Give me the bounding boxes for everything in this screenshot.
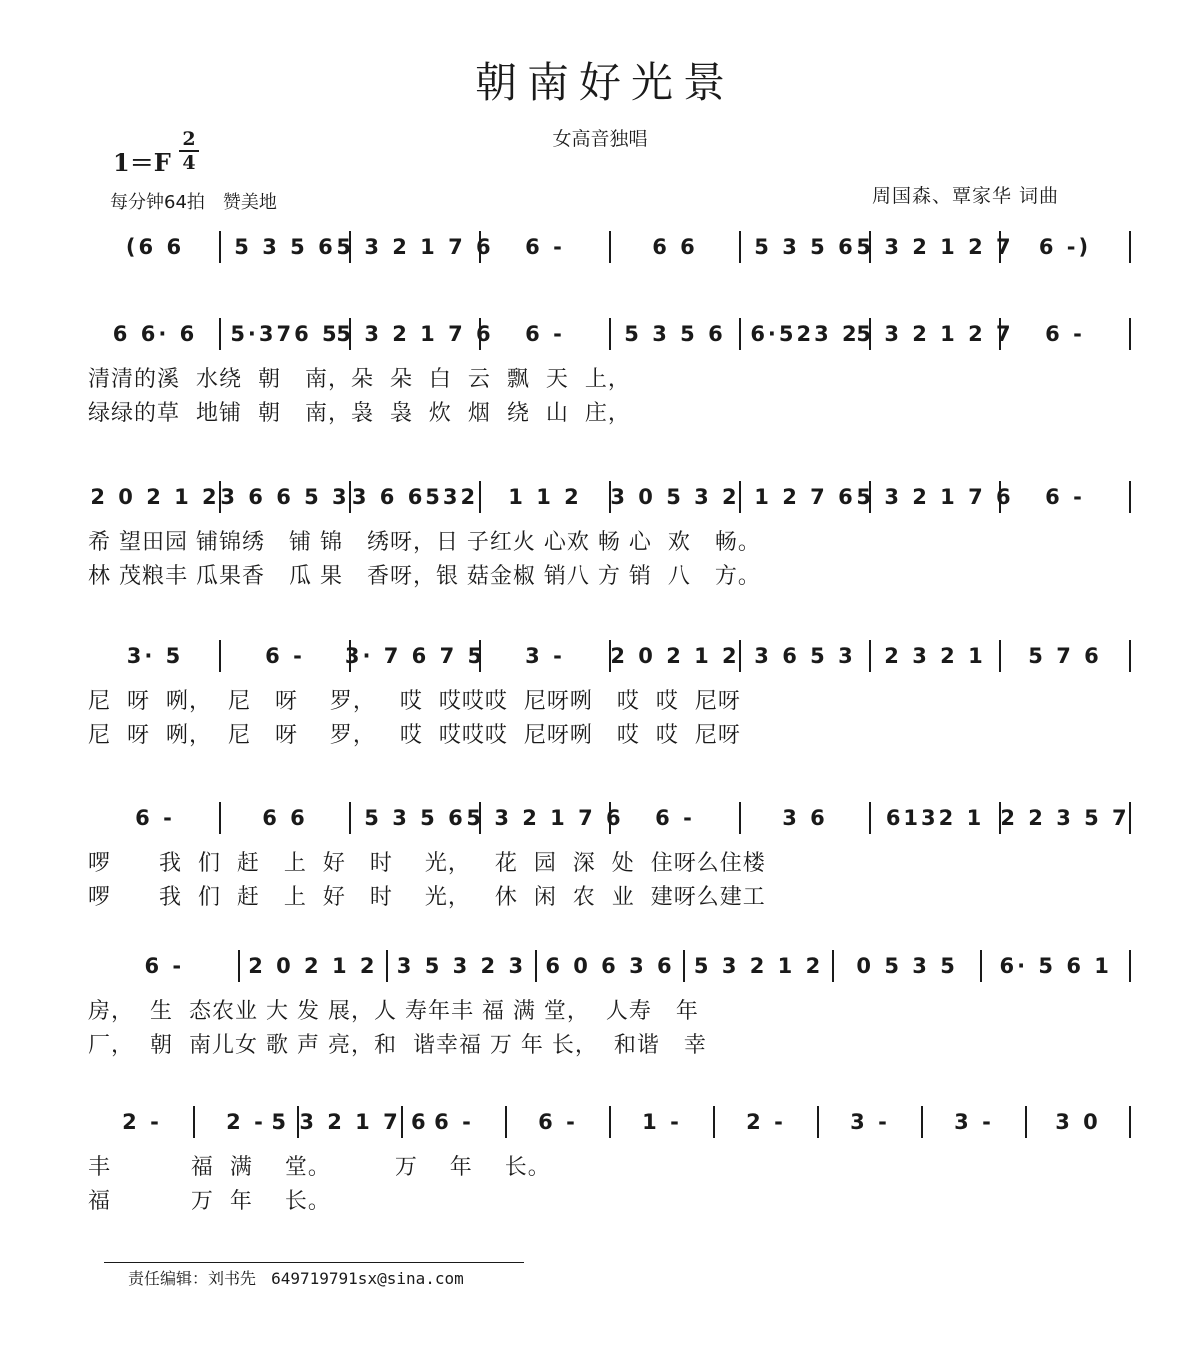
lyric-line: 啰 我 们 赶 上 好 时 光， 花 园 深 处 住呀么住楼 bbox=[88, 851, 766, 876]
barline bbox=[1129, 231, 1131, 263]
measure: 5 3 5 6 bbox=[754, 235, 856, 259]
measure: 6 6· 6 bbox=[112, 322, 198, 346]
performance-note: 女高音独唱 bbox=[552, 128, 648, 150]
lyric-line: 尼 呀 咧， 尼 呀 罗， 哎 哎哎哎 尼呀咧 哎 哎 尼呀 bbox=[88, 689, 741, 714]
tempo-marking: 每分钟64拍 赞美地 bbox=[110, 192, 277, 213]
song-title: 朝南好光景 bbox=[474, 58, 735, 107]
score-system bbox=[90, 1104, 1130, 1140]
measure: 5 3 2 1 7 6 bbox=[271, 1110, 429, 1134]
measure: 5 3 2 1 2 bbox=[693, 954, 824, 978]
lyric-line: 啰 我 们 赶 上 好 时 光， 休 闲 农 业 建呀么建工 bbox=[88, 885, 766, 910]
lyric-line: 房， 生 态农业 大 发 展，人 寿年丰 福 满 堂， 人寿 年 bbox=[88, 999, 699, 1024]
measure: 6 6 bbox=[652, 235, 698, 259]
measure: 3· 5 bbox=[126, 644, 184, 668]
measure: 5 3 5 6 bbox=[624, 322, 726, 346]
measure: 2 2 3 5 7 bbox=[1000, 806, 1130, 830]
measure: 6 - bbox=[144, 954, 185, 978]
measure: 3 6 5 3 bbox=[754, 644, 856, 668]
lyric-line: 福 万 年 长。 bbox=[88, 1189, 331, 1214]
lyric-line: 林 茂粮丰 瓜果香 瓜 果 香呀，银 菇金椒 销八 方 销 八 方。 bbox=[88, 564, 761, 589]
measure: 6 - bbox=[525, 235, 565, 259]
measure: 5 3 2 1 2 7 bbox=[856, 322, 1014, 346]
measure: 3 - bbox=[525, 644, 565, 668]
measure: 2 0 2 1 2 bbox=[610, 644, 740, 668]
measure: 6 - bbox=[1045, 322, 1085, 346]
measure: 5 3 2 1 7 6 bbox=[466, 806, 624, 830]
measure: 3 0 bbox=[1055, 1110, 1101, 1134]
measure: 6 - bbox=[135, 806, 175, 830]
barline bbox=[1129, 318, 1131, 350]
score-system bbox=[90, 948, 1130, 984]
measure: 3 5 3 2 3 bbox=[396, 954, 527, 978]
lyric-line: 尼 呀 咧， 尼 呀 罗， 哎 哎哎哎 尼呀咧 哎 哎 尼呀 bbox=[88, 723, 741, 748]
barline bbox=[1129, 640, 1131, 672]
measure: 3 6 6 5 3 bbox=[220, 485, 350, 509]
measure: 6 6 bbox=[262, 806, 308, 830]
measure: 1 1 2 bbox=[508, 485, 582, 509]
measure: 6 - bbox=[525, 322, 565, 346]
time-denominator: 4 bbox=[182, 152, 196, 174]
composer-credit: 周国森、覃家华 词曲 bbox=[872, 185, 1060, 207]
measure: 1 2 7 6 bbox=[754, 485, 856, 509]
barline bbox=[1129, 1106, 1131, 1138]
editor-credit: 责任编辑：刘书先 bbox=[128, 1269, 257, 1288]
time-numerator: 2 bbox=[182, 128, 196, 150]
lyric-line: 丰 福 满 堂。 万 年 长。 bbox=[88, 1155, 551, 1180]
measure: 2 - bbox=[122, 1110, 162, 1134]
measure: 3 - bbox=[954, 1110, 994, 1134]
measure: 5 3 5 6 bbox=[364, 806, 466, 830]
measure: 3 0 5 3 2 bbox=[610, 485, 740, 509]
measure: 1 - bbox=[642, 1110, 682, 1134]
measure: 6 - bbox=[538, 1110, 578, 1134]
lyric-line: 清清的溪 水绕 朝 南，朵 朵 白 云 飘 天 上， bbox=[88, 367, 631, 392]
measure: 2 3 2 1 bbox=[884, 644, 986, 668]
measure: 5·376 5 bbox=[230, 322, 340, 346]
measure: 6 -) bbox=[1038, 235, 1092, 259]
footer bbox=[128, 1266, 464, 1289]
measure: 3· 7 6 7 5 bbox=[344, 644, 486, 668]
measure: 5 3 2 1 2 7 bbox=[856, 235, 1014, 259]
score-system bbox=[90, 316, 1130, 352]
score-system bbox=[90, 638, 1130, 674]
measure: 0 5 3 5 bbox=[856, 954, 958, 978]
barline bbox=[1129, 481, 1131, 513]
measure: 2 - bbox=[746, 1110, 786, 1134]
score-system bbox=[90, 479, 1130, 515]
barline bbox=[1129, 950, 1131, 982]
measure: 6· 5 6 1 bbox=[999, 954, 1112, 978]
measure: 5 3 2 1 7 6 bbox=[336, 322, 494, 346]
measure: 3 6 6532 bbox=[351, 485, 479, 509]
measure: 3 - bbox=[850, 1110, 890, 1134]
lyric-line: 厂， 朝 南儿女 歌 声 亮，和 谐幸福 万 年 长， 和谐 幸 bbox=[88, 1033, 707, 1058]
measure: 6 - bbox=[1045, 485, 1085, 509]
lyric-line: 希 望田园 铺锦绣 铺 锦 绣呀，日 子红火 心欢 畅 心 欢 畅。 bbox=[88, 530, 761, 555]
measure: 5 3 2 1 7 6 bbox=[856, 485, 1014, 509]
measure: 2 0 2 1 2 bbox=[248, 954, 378, 978]
measure: 6·523 2 bbox=[750, 322, 860, 346]
editor-email: 649719791sx@sina.com bbox=[271, 1269, 464, 1288]
footer-rule bbox=[104, 1262, 524, 1263]
measure: 5 3 2 1 7 6 bbox=[336, 235, 494, 259]
lyric-line: 绿绿的草 地铺 朝 南，袅 袅 炊 烟 绕 山 庄， bbox=[88, 401, 631, 426]
time-signature bbox=[176, 128, 202, 174]
measure: 5 7 6 bbox=[1028, 644, 1102, 668]
measure: 3 6 bbox=[782, 806, 828, 830]
measure: 6 - bbox=[655, 806, 695, 830]
measure: 2 - bbox=[226, 1110, 266, 1134]
measure: 6 0 6 3 6 bbox=[545, 954, 675, 978]
measure: 2 0 2 1 2 bbox=[90, 485, 220, 509]
score-system bbox=[90, 229, 1130, 265]
measure: 6 - bbox=[434, 1110, 474, 1134]
barline bbox=[1129, 802, 1131, 834]
measure: (6 6 bbox=[125, 235, 185, 259]
score-system bbox=[90, 800, 1130, 836]
measure: 6132 1 bbox=[885, 806, 985, 830]
measure: 6 - bbox=[265, 644, 305, 668]
key-signature: 1＝F bbox=[113, 148, 171, 177]
measure: 5 3 5 6 bbox=[234, 235, 336, 259]
